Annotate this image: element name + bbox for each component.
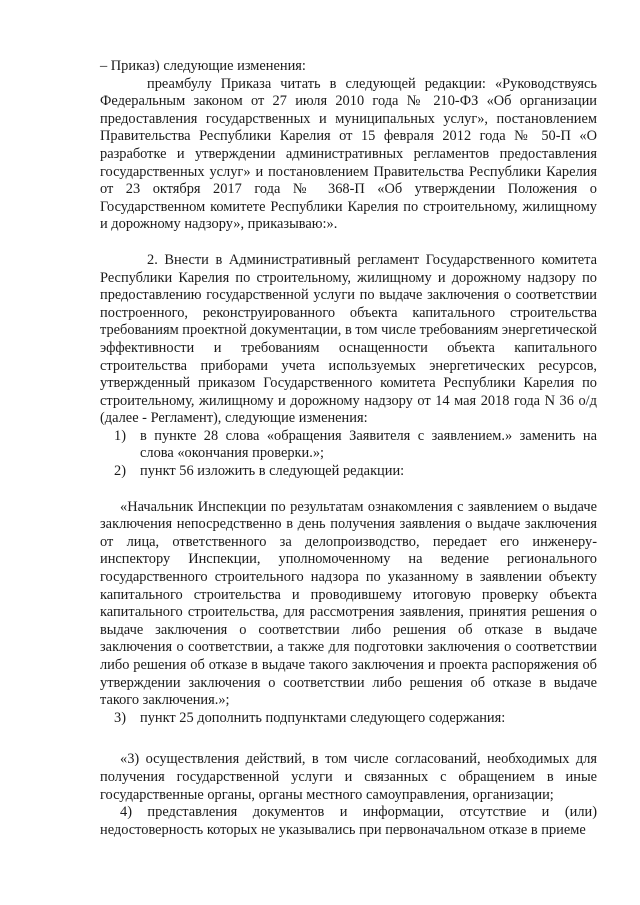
subitem-1-text: в пункте 28 слова «обращения Заявителя с заявлением.» заменить на слова «окончания проверки.»; bbox=[140, 427, 597, 462]
preamble-paragraph: преамбулу Приказа читать в следующей редакции: «Руководствуясь Федеральным законом от 27 июля 2010 года № 210-ФЗ «Об организации предоставления государственных и муниципальных услуг», постановлением Правительства Республики Карелия от 15 февраля 2012 года № 50-П «О разработке и утверждении административных регламентов предоставления государственных услуг» и постановлением Правительства Республики Карелия от 23 октября 2017 года № 368-П «Об утверждении Положения о Государственном комитете Республики Карелия по строительному, жилищному и дорожному надзору», приказываю:». bbox=[100, 75, 597, 233]
subitem-2-text: пункт 56 изложить в следующей редакции: bbox=[140, 463, 405, 480]
subitem-2-number: 2) bbox=[114, 463, 126, 480]
quote-clause-56: «Начальник Инспекции по результатам ознакомления с заявлением о выдаче заключения непосредственно в день получения заявления о выдаче заключения от лица, ответственного за делопроизводство, передает его инженеру-инспектору Инспекции, уполномоченному на ведение регионального государственного строительного надзора по указанному в заявлении объекту капитального строительства и проводившему итоговую проверку объекта капитального строительства, для рассмотрения заявления, принятия решения о выдаче заключения о соответствии либо решения об отказе в выдаче заключения о соответствии, а также для подготовки заключения о соответствии либо решения об отказе в выдаче такого заключения и проекта распоряжения об утверждении заключения о соответствии либо решения об отказе в выдаче такого заключения.»; bbox=[100, 498, 597, 709]
item-2-paragraph: 2. Внести в Административный регламент Государственного комитета Республики Карелия по строительному, жилищному и дорожному надзору по предоставлению государственной услуги по выдаче заключения о соответствии построенного, реконструированного объекта капитального строительства требованиям проектной документации, в том числе требованиям энергетической эффективности и требованиям оснащенности объекта капитального строительства приборами учета используемых энергетических ресурсов, утвержденный приказом Государственного комитета Республики Карелия по строительному, жилищному и дорожному надзору от 14 мая 2018 года N 36 о/д (далее - Регламент), следующие изменения: bbox=[100, 251, 597, 427]
subitem-3-text: пункт 25 дополнить подпунктами следующего содержания: bbox=[140, 709, 506, 726]
quote-clause-25-sub4: 4) представления документов и информации, отсутствие и (или) недостоверность которых не указывались при первоначальном отказе в приеме bbox=[100, 804, 597, 838]
subitem-3 bbox=[114, 710, 597, 728]
intro-line: – Приказ) следующие изменения: bbox=[100, 58, 306, 74]
subitem-2 bbox=[114, 463, 597, 481]
subitem-1 bbox=[114, 428, 597, 463]
document-page bbox=[100, 58, 597, 839]
subitem-3-number: 3) bbox=[114, 709, 126, 726]
quote-clause-25-sub3: «3) осуществления действий, в том числе согласований, необходимых для получения государственной услуги и связанных с обращением в иные государственные органы, органы местного самоуправления, организации; bbox=[100, 751, 597, 803]
subitem-1-number: 1) bbox=[114, 427, 126, 444]
